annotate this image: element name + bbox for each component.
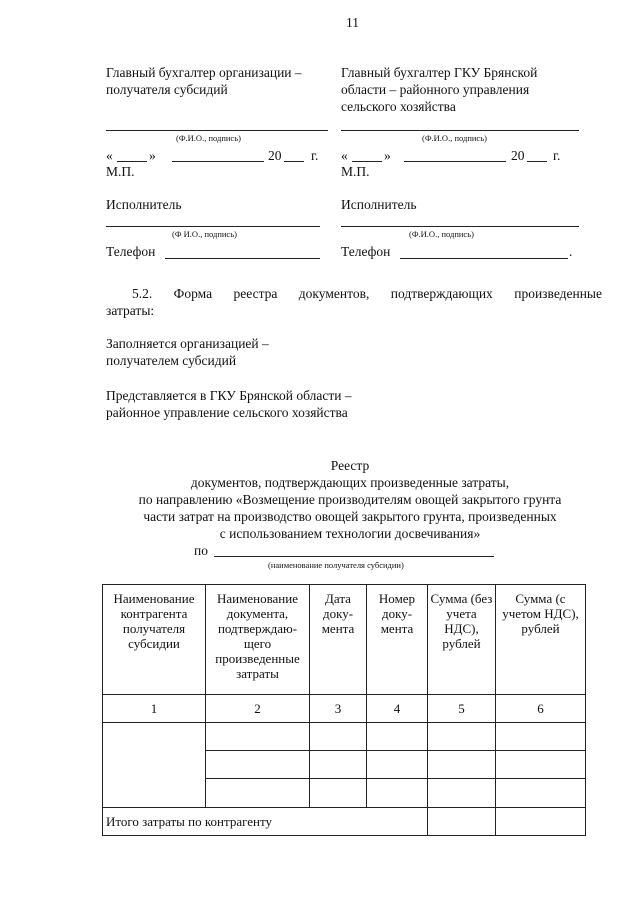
- right-date-g: г.: [553, 148, 561, 163]
- registry-title: Реестр: [330, 458, 370, 473]
- table-cell: [496, 751, 586, 779]
- counterparty-cell: [103, 723, 206, 808]
- left-phone-line: [165, 258, 320, 259]
- table-cell: [206, 779, 310, 808]
- left-executor-label: Исполнитель: [106, 197, 182, 212]
- table-total-row: [103, 808, 586, 836]
- column-number: 5: [428, 695, 496, 723]
- header-sum-with-vat: Сумма (с учетом НДС), рублей: [496, 585, 586, 695]
- right-phone-line: [400, 258, 568, 259]
- section-heading-line1: 5.2. Форма реестра документов, подтверждающих произведенные: [132, 286, 602, 301]
- section-heading-line2: затраты:: [106, 303, 155, 318]
- recipient-po-label: по: [194, 543, 208, 558]
- right-date-year-blank: [527, 161, 547, 162]
- right-signer-title-line3: сельского хозяйства: [341, 99, 456, 114]
- table-cell: [310, 779, 367, 808]
- header-document-name: Наименование документа, подтверждаю-щего произведенные затраты: [206, 585, 310, 695]
- right-date-close-quote: »: [384, 148, 391, 163]
- left-date-year: 20: [268, 148, 282, 163]
- table-cell: [206, 723, 310, 751]
- total-sum-with-vat: [496, 808, 586, 836]
- recipient-name-caption: (наименование получателя субсидии): [268, 560, 404, 570]
- column-number: 6: [496, 695, 586, 723]
- right-executor-caption: (Ф.И.О., подпись): [409, 229, 474, 239]
- registry-line2: по направлению «Возмещение производителям овощей закрытого грунта: [138, 492, 562, 507]
- registry-line3: части затрат на производство овощей закрытого грунта, произведенных: [143, 509, 557, 524]
- right-fio-caption: (Ф.И.О., подпись): [422, 133, 487, 143]
- table-cell: [428, 723, 496, 751]
- right-signer-title-line1: Главный бухгалтер ГКУ Брянской: [341, 65, 538, 80]
- column-number: 2: [206, 695, 310, 723]
- table-cell: [496, 779, 586, 808]
- table-cell: [496, 723, 586, 751]
- submit-to-line1: Представляется в ГКУ Брянской области –: [106, 388, 352, 403]
- total-label: Итого затраты по контрагенту: [103, 808, 428, 836]
- right-executor-label: Исполнитель: [341, 197, 417, 212]
- header-counterparty: Наименование контрагента получателя субсидии: [103, 585, 206, 695]
- recipient-name-line: [214, 556, 494, 557]
- right-date-year: 20: [511, 148, 525, 163]
- header-document-number: Номер доку-мента: [367, 585, 428, 695]
- column-number: 1: [103, 695, 206, 723]
- table-cell: [428, 751, 496, 779]
- left-phone-label: Телефон: [106, 244, 156, 259]
- table-cell: [367, 779, 428, 808]
- left-signature-line: [106, 130, 328, 131]
- right-signature-line: [341, 130, 579, 131]
- table-cell: [367, 723, 428, 751]
- left-date-year-blank: [284, 161, 304, 162]
- table-cell: [310, 751, 367, 779]
- right-phone-label: Телефон: [341, 244, 391, 259]
- left-signer-title-line1: Главный бухгалтер организации –: [106, 65, 302, 80]
- column-number: 3: [310, 695, 367, 723]
- table-cell: [310, 723, 367, 751]
- left-signer-title-line2: получателя субсидий: [106, 82, 228, 97]
- left-date-day-blank: [117, 161, 147, 162]
- right-date-month-blank: [404, 161, 506, 162]
- left-executor-caption: (Ф И.О., подпись): [172, 229, 237, 239]
- registry-table: [102, 584, 586, 836]
- left-date-open-quote: «: [106, 148, 113, 163]
- right-stamp-mp: М.П.: [341, 164, 370, 179]
- left-date-close-quote: »: [149, 148, 156, 163]
- table-header-row: [103, 585, 586, 695]
- right-executor-line: [341, 226, 579, 227]
- submit-to-line2: районное управление сельского хозяйства: [106, 405, 348, 420]
- table-cell: [367, 751, 428, 779]
- left-executor-line: [106, 226, 320, 227]
- right-date-open-quote: «: [341, 148, 348, 163]
- registry-line4: с использованием технологии досвечивания»: [219, 526, 481, 541]
- table-cell: [206, 751, 310, 779]
- left-stamp-mp: М.П.: [106, 164, 135, 179]
- total-sum-without-vat: [428, 808, 496, 836]
- header-document-date: Дата доку-мента: [310, 585, 367, 695]
- left-date-month-blank: [172, 161, 264, 162]
- right-date-day-blank: [352, 161, 382, 162]
- left-date-g: г.: [311, 148, 319, 163]
- column-number: 4: [367, 695, 428, 723]
- table-number-row: [103, 695, 586, 723]
- left-fio-caption: (Ф.И.О., подпись): [176, 133, 241, 143]
- page-number: 11: [346, 15, 359, 30]
- table-cell: [428, 779, 496, 808]
- right-signer-title-line2: области – районного управления: [341, 82, 530, 97]
- header-sum-without-vat: Сумма (без учета НДС), рублей: [428, 585, 496, 695]
- right-phone-period: .: [569, 244, 573, 259]
- table-row: [103, 723, 586, 751]
- registry-line1: документов, подтверждающих произведенные затраты,: [190, 475, 510, 490]
- fill-by-line2: получателем субсидий: [106, 353, 237, 368]
- fill-by-line1: Заполняется организацией –: [106, 336, 269, 351]
